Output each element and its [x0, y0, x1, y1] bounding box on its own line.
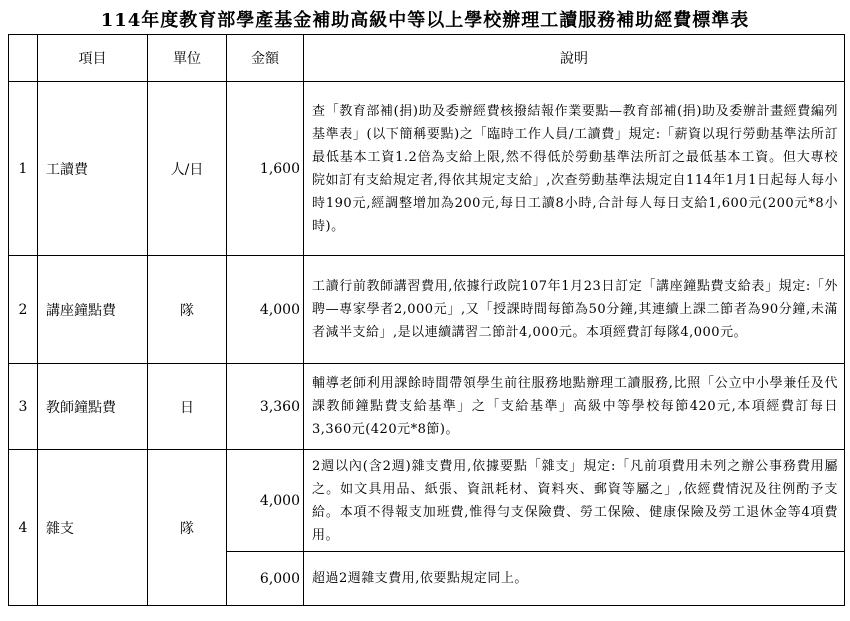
- amount: 1,600: [227, 82, 304, 256]
- unit: 隊: [148, 450, 227, 606]
- table-row: [9, 364, 845, 450]
- description: 2週以內(含2週)雜支費用,依據要點「雜支」規定:「凡前項費用未列之辦公事務費用屬之。如文具用品、紙張、資訊耗材、資料夾、郵資等屬之」,依經費情況及往例酌予支給。本項不得報支加班費,惟得勻支保險費、勞工保險、健康保險及勞工退休金等4項費用。: [304, 450, 845, 552]
- table-row: [9, 450, 845, 552]
- row-number: 1: [9, 82, 38, 256]
- table-header-row: [9, 35, 845, 82]
- unit: 人/日: [148, 82, 227, 256]
- item-name: 講座鐘點費: [38, 256, 148, 364]
- subsidy-standard-table: [8, 34, 845, 606]
- page-title: 114年度教育部學產基金補助高級中等以上學校辦理工讀服務補助經費標準表: [100, 10, 750, 31]
- amount: 6,000: [227, 552, 304, 606]
- header-unit: 單位: [148, 35, 227, 82]
- table-row: [9, 256, 845, 364]
- description: 查「教育部補(捐)助及委辦經費核撥結報作業要點—教育部補(捐)助及委辦計畫經費編列基準表」(以下簡稱要點)之「臨時工作人員/工讀費」規定:「薪資以現行勞動基準法所訂最低基本工資1.2倍為支給上限,然不得低於勞動基準法所訂之最低基本工資。但大專校院如訂有支給規定者,得依其規定支給」,次查勞動基準法規定自114年1月1日起每人每小時190元,經調整增加為200元,每日工讀8小時,合計每人每日支給1,600元(200元*8小時)。: [304, 82, 845, 256]
- description: 輔導老師利用課餘時間帶領學生前往服務地點辦理工讀服務,比照「公立中小學兼任及代課教師鐘點費支給基準」之「支給基準」高級中等學校每節420元,本項經費訂每日3,360元(420元*8節)。: [304, 364, 845, 450]
- description: 工讀行前教師講習費用,依據行政院107年1月23日訂定「講座鐘點費支給表」規定:「外聘—專家學者2,000元」,又「授課時間每節為50分鐘,其連續上課二節者為90分鐘,未滿者減半支給」,是以連續講習二節計4,000元。本項經費訂每隊4,000元。: [304, 256, 845, 364]
- unit: 日: [148, 364, 227, 450]
- table-row: [9, 82, 845, 256]
- header-no: [9, 35, 38, 82]
- header-amount: 金額: [227, 35, 304, 82]
- item-name: 教師鐘點費: [38, 364, 148, 450]
- description: 超過2週雜支費用,依要點規定同上。: [304, 552, 845, 606]
- unit: 隊: [148, 256, 227, 364]
- amount: 4,000: [227, 256, 304, 364]
- row-number: 4: [9, 450, 38, 606]
- row-number: 2: [9, 256, 38, 364]
- row-number: 3: [9, 364, 38, 450]
- header-item: 項目: [38, 35, 148, 82]
- header-description: 說明: [304, 35, 845, 82]
- item-name: 工讀費: [38, 82, 148, 256]
- amount: 4,000: [227, 450, 304, 552]
- item-name: 雜支: [38, 450, 148, 606]
- amount: 3,360: [227, 364, 304, 450]
